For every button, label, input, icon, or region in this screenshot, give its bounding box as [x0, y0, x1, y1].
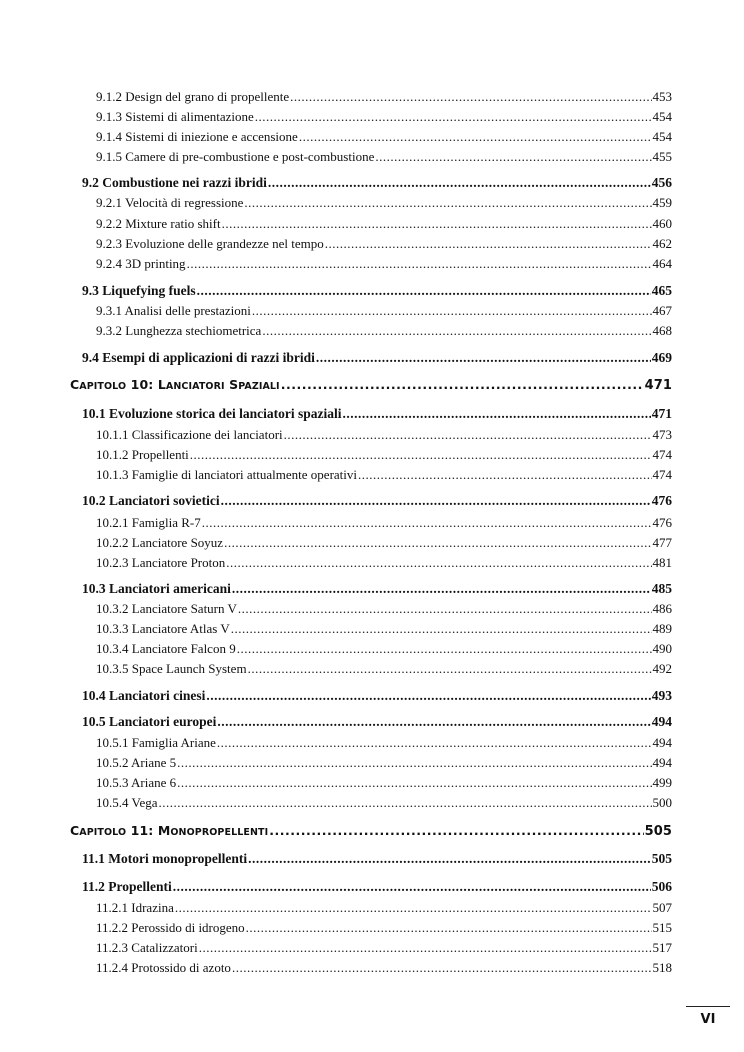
- toc-subsection-entry: [96, 641, 672, 657]
- toc-subsection-entry: [96, 940, 672, 956]
- toc-entry-title: 9.1.3 Sistemi di alimentazione: [96, 109, 254, 124]
- toc-subsection-entry: [96, 515, 672, 531]
- toc-section-entry: [82, 714, 672, 730]
- toc-subsection-entry: [96, 216, 672, 232]
- dot-leader: [159, 795, 652, 811]
- dot-leader: [375, 149, 651, 165]
- toc-subsection-entry: [96, 755, 672, 771]
- dot-leader: [197, 283, 651, 299]
- toc-entry-page: 489: [652, 621, 672, 636]
- toc-entry-title: 9.2.2 Mixture ratio shift: [96, 216, 221, 231]
- dot-leader: [177, 755, 651, 771]
- toc-entry-title: 9.4 Esempi di applicazioni di razzi ibridi: [82, 350, 315, 365]
- toc-chapter-entry: [70, 377, 672, 393]
- toc-entry-page: 485: [651, 581, 672, 596]
- toc-entry-page: 499: [652, 775, 672, 790]
- toc-chapter-entry: [70, 823, 672, 839]
- dot-leader: [248, 851, 651, 867]
- page-number: VI: [700, 1012, 716, 1027]
- toc-entry-title: 9.1.4 Sistemi di iniezione e accensione: [96, 129, 298, 144]
- toc-subsection-entry: [96, 427, 672, 443]
- toc-entry-page: 469: [651, 350, 672, 365]
- dot-leader: [206, 688, 650, 704]
- toc-entry-title: 10.2.2 Lanciatore Soyuz: [96, 535, 224, 550]
- toc-entry-page: 464: [652, 256, 672, 271]
- toc-entry-title: 10.3.3 Lanciatore Atlas V: [96, 621, 230, 636]
- toc-entry-page: 493: [651, 688, 672, 703]
- toc-subsection-entry: [96, 447, 672, 463]
- toc-entry-title: 10.5.4 Vega: [96, 795, 158, 810]
- toc-entry-title: 10.2.1 Famiglia R-7: [96, 515, 201, 530]
- toc-entry-page: 507: [652, 900, 672, 915]
- toc-entry-page: 490: [652, 641, 672, 656]
- dot-leader: [262, 323, 651, 339]
- footer-rule: [686, 1006, 730, 1007]
- toc-entry-title: 9.3 Liquefying fuels: [82, 283, 196, 298]
- toc-entry-title: CAPITOLO 11: MONOPROPELLENTI: [70, 823, 269, 838]
- toc-subsection-entry: [96, 467, 672, 483]
- toc-entry-page: 473: [652, 427, 672, 442]
- dot-leader: [284, 427, 652, 443]
- toc-subsection-entry: [96, 236, 672, 252]
- toc-subsection-entry: [96, 303, 672, 319]
- toc-section-entry: [82, 406, 672, 422]
- toc-entry-title: 10.2.3 Lanciatore Proton: [96, 555, 226, 570]
- toc-entry-page: 460: [652, 216, 672, 231]
- dot-leader: [175, 900, 652, 916]
- toc-section-entry: [82, 851, 672, 867]
- dot-leader: [232, 960, 652, 976]
- toc-subsection-entry: [96, 535, 672, 551]
- toc-subsection-entry: [96, 129, 672, 145]
- toc-entry-title: 10.5.3 Ariane 6: [96, 775, 177, 790]
- toc-subsection-entry: [96, 323, 672, 339]
- toc-section-entry: [82, 581, 672, 597]
- toc-section-entry: [82, 688, 672, 704]
- toc-entry-page: 455: [652, 149, 672, 164]
- toc-section-entry: [82, 350, 672, 366]
- toc-subsection-entry: [96, 775, 672, 791]
- toc-entry-title: 9.2.4 3D printing: [96, 256, 186, 271]
- dot-leader: [246, 920, 652, 936]
- toc-entry-page: 518: [652, 960, 672, 975]
- toc-entry-page: 456: [651, 175, 672, 190]
- toc-entry-page: 505: [651, 851, 672, 866]
- dot-leader: [202, 515, 652, 531]
- dot-leader: [238, 601, 652, 617]
- toc-subsection-entry: [96, 735, 672, 751]
- toc-entry-page: 474: [652, 447, 672, 462]
- toc-entry-title: 9.3.2 Lunghezza stechiometrica: [96, 323, 262, 338]
- dot-leader: [237, 641, 652, 657]
- toc-entry-title: 10.5 Lanciatori europei: [82, 714, 217, 729]
- toc-entry-page: 517: [652, 940, 672, 955]
- toc-entry-page: 515: [652, 920, 672, 935]
- toc-entry-page: 486: [652, 601, 672, 616]
- dot-leader: [217, 735, 652, 751]
- toc-subsection-entry: [96, 621, 672, 637]
- toc-subsection-entry: [96, 256, 672, 272]
- toc-entry-page: 494: [651, 714, 672, 729]
- toc-entry-page: 481: [652, 555, 672, 570]
- dot-leader: [316, 350, 651, 366]
- toc-subsection-entry: [96, 960, 672, 976]
- toc-entry-page: 506: [651, 879, 672, 894]
- dot-leader: [226, 555, 651, 571]
- dot-leader: [177, 775, 651, 791]
- toc-entry-title: 11.2.4 Protossido di azoto: [96, 960, 231, 975]
- toc-entry-page: 454: [652, 129, 672, 144]
- toc-entry-page: 474: [652, 467, 672, 482]
- dot-leader: [255, 109, 652, 125]
- toc-entry-title: 9.3.1 Analisi delle prestazioni: [96, 303, 251, 318]
- toc-entry-page: 494: [652, 755, 672, 770]
- toc-entry-page: 459: [652, 195, 672, 210]
- toc-entry-page: 476: [651, 493, 672, 508]
- toc-entry-page: 465: [651, 283, 672, 298]
- dot-leader: [222, 216, 652, 232]
- toc-entry-title: 9.1.5 Camere di pre-combustione e post-combustione: [96, 149, 375, 164]
- dot-leader: [173, 879, 651, 895]
- toc-entry-title: 9.2 Combustione nei razzi ibridi: [82, 175, 267, 190]
- dot-leader: [190, 447, 652, 463]
- toc-entry-title: 10.5.1 Famiglia Ariane: [96, 735, 216, 750]
- toc-entry-page: 471: [644, 378, 672, 393]
- toc-entry-title: 9.2.3 Evoluzione delle grandezze nel tempo: [96, 236, 324, 251]
- toc-entry-title: 10.1.2 Propellenti: [96, 447, 189, 462]
- toc-section-entry: [82, 283, 672, 299]
- toc-subsection-entry: [96, 109, 672, 125]
- toc-entry-title: 11.2.1 Idrazina: [96, 900, 174, 915]
- toc-entry-title: 9.2.1 Velocità di regressione: [96, 195, 244, 210]
- toc-entry-page: 471: [651, 406, 672, 421]
- toc-section-entry: [82, 493, 672, 509]
- dot-leader: [221, 493, 651, 509]
- toc-entry-title: 10.3.4 Lanciatore Falcon 9: [96, 641, 236, 656]
- dot-leader: [290, 89, 651, 105]
- toc-subsection-entry: [96, 601, 672, 617]
- dot-leader: [281, 377, 644, 392]
- toc-subsection-entry: [96, 661, 672, 677]
- dot-leader: [187, 256, 652, 272]
- toc-entry-title: 10.5.2 Ariane 5: [96, 755, 177, 770]
- toc-entry-title: 11.2.3 Catalizzatori: [96, 940, 198, 955]
- dot-leader: [299, 129, 652, 145]
- toc-subsection-entry: [96, 149, 672, 165]
- toc-entry-title: 10.1.3 Famiglie di lanciatori attualmente operativi: [96, 467, 358, 482]
- toc-subsection-entry: [96, 89, 672, 105]
- dot-leader: [224, 535, 651, 551]
- toc-subsection-entry: [96, 920, 672, 936]
- toc-entry-title: 10.3.5 Space Launch System: [96, 661, 247, 676]
- dot-leader: [217, 714, 650, 730]
- toc-entry-page: 467: [652, 303, 672, 318]
- toc-entry-page: 462: [652, 236, 672, 251]
- dot-leader: [343, 406, 651, 422]
- toc-entry-title: 10.1.1 Classificazione dei lanciatori: [96, 427, 283, 442]
- toc-entry-title: CAPITOLO 10: LANCIATORI SPAZIALI: [70, 377, 280, 392]
- toc-entry-page: 505: [644, 824, 672, 839]
- toc-entry-title: 9.1.2 Design del grano di propellente: [96, 89, 290, 104]
- toc-entry-title: 10.4 Lanciatori cinesi: [82, 688, 206, 703]
- toc-entry-page: 454: [652, 109, 672, 124]
- toc-entry-title: 11.2.2 Perossido di idrogeno: [96, 920, 245, 935]
- toc-entry-page: 492: [652, 661, 672, 676]
- toc-section-entry: [82, 175, 672, 191]
- toc-subsection-entry: [96, 195, 672, 211]
- dot-leader: [269, 823, 643, 838]
- dot-leader: [358, 467, 651, 483]
- toc-entry-page: 477: [652, 535, 672, 550]
- toc-entry-title: 10.2 Lanciatori sovietici: [82, 493, 220, 508]
- toc-entry-title: 10.3 Lanciatori americani: [82, 581, 231, 596]
- toc-entry-page: 494: [652, 735, 672, 750]
- toc-entry-title: 11.1 Motori monopropellenti: [82, 851, 248, 866]
- toc-subsection-entry: [96, 795, 672, 811]
- toc-entry-page: 476: [652, 515, 672, 530]
- toc-entry-title: 10.3.2 Lanciatore Saturn V: [96, 601, 237, 616]
- toc-entry-page: 468: [652, 323, 672, 338]
- dot-leader: [248, 661, 652, 677]
- toc-entry-title: 10.1 Evoluzione storica dei lanciatori spaziali: [82, 406, 342, 421]
- dot-leader: [199, 940, 652, 956]
- toc-subsection-entry: [96, 555, 672, 571]
- dot-leader: [232, 581, 651, 597]
- toc-entry-page: 453: [652, 89, 672, 104]
- dot-leader: [252, 303, 652, 319]
- dot-leader: [268, 175, 651, 191]
- dot-leader: [325, 236, 652, 252]
- toc-entry-title: 11.2 Propellenti: [82, 879, 172, 894]
- toc-subsection-entry: [96, 900, 672, 916]
- toc-section-entry: [82, 879, 672, 895]
- toc-entry-page: 500: [652, 795, 672, 810]
- dot-leader: [244, 195, 651, 211]
- dot-leader: [231, 621, 652, 637]
